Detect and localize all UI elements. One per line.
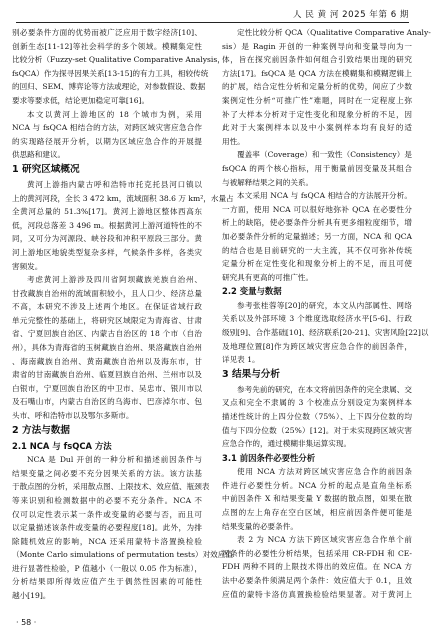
left-text-line: （Monte Carlo simulations of permutation tests）对效应值	[12, 550, 233, 560]
left-text-line: 创新生态[11-12]等社会科学的多个领域。模糊集定性	[12, 41, 202, 51]
right-text-line: 定量分析在定性变化和现象分析上的不足，而且可使	[222, 259, 412, 269]
right-text-line: 因条件的必要性分析结果，包括采用 CR-FDH 和 CE-	[222, 548, 412, 558]
left-text-line: 考虑黄河上游涉及四川省阿坝藏族羌族自治州、	[27, 275, 202, 285]
left-text-line: 头市、呼和浩特市以及鄂尔多斯市。	[12, 411, 134, 421]
right-text-line: 法中必要条件须满足两个条件：效应值大于 0.1，且效	[222, 575, 412, 585]
right-text-line: 应急合作的，通过模糊非集运算实现。	[222, 439, 352, 449]
left-text-line: 及石嘴山市，内蒙古自治区的乌海市、巴彦淖尔市、包	[12, 397, 202, 407]
right-text-line: 与被解释结果之间的关系。	[222, 177, 314, 187]
left-text-line: NCA 与 fsQCA 相结合的方法，对跨区域灾害应急合作	[12, 123, 202, 133]
left-text-line: 全黄河总量的 51.3%[17]。黄河上游地区整体西高东	[12, 207, 202, 217]
left-text-line: 不高，本研究不涉及上述两个地区。在保证省域行政	[12, 302, 202, 312]
right-section-heading: 3 结果与分析	[222, 368, 280, 380]
left-text-line: 甘孜藏族自治州的流域面积较小，且人口少、经济总量	[12, 288, 202, 298]
left-text-line: 供思路和建议。	[12, 150, 66, 160]
left-text-line: NCA 是 Dul 开创的一种分析和描述前因条件与	[27, 455, 202, 465]
right-text-line: 点图的左上角存在空白区域，相应前因条件便可能是	[222, 508, 412, 517]
left-text-line: 结果变量之间必要不充分因果关系的方法。该方法基	[12, 468, 202, 478]
right-text-line: 的结合也是目前研究的一大主流，其不仅可弥补传统	[222, 245, 412, 255]
journal-title: 人 民 黄 河 2025 年第 6 期	[292, 10, 409, 20]
right-text-line: 加必要条件分析的定量描述；另一方面，NCA 和 QCA	[222, 231, 412, 241]
left-text-line: 低，河段总落差 3 496 m。根据黄河上游河道特性的不	[12, 220, 202, 230]
right-text-line: 参考张桂蓉等[20]的研究，本文从内部属性、网络	[237, 300, 412, 310]
right-text-line: 此对于大案例样本以及中小案例样本均有良好的适	[222, 123, 412, 133]
left-section-heading: 2 方法与数据	[12, 424, 70, 436]
right-text-line: 详见表 1。	[222, 355, 260, 365]
right-subsection-heading: 2.2 变量与数据	[222, 286, 282, 297]
header-rule	[16, 22, 409, 23]
right-text-line: 一方面，使用 NCA 可以很好地弥补 QCA 在必要性分	[222, 204, 412, 214]
right-text-line: 案例定性分析“可推广性”难题，同时在一定程度上弥	[222, 95, 412, 105]
left-text-line: 的回归、SEM、博弈论等方法或理论，对参数假设、数据	[12, 82, 206, 92]
left-text-line: 除随机效应的影响，NCA 还采用蒙特卡洛置换检验	[12, 536, 202, 546]
left-text-line: 、海南藏族自治州、黄南藏族自治州以及海东市，甘	[12, 356, 202, 366]
right-text-line: sis）是 Ragin 开创的一种案例导向和变量导向为一	[222, 41, 412, 51]
right-text-line: 及地理位置[8]作为跨区域灾害应急合作的前因条件，	[222, 341, 412, 351]
right-text-line: 用性。	[222, 136, 245, 146]
left-text-line: 肃省的甘南藏族自治州、临夏回族自治州、兰州市以及	[12, 370, 202, 380]
left-section-heading: 1 研究区域概况	[12, 163, 80, 175]
right-text-line: 级别[9]、合作基础[10]、经济联系[20-21]、灾害风险[22]以	[222, 327, 429, 337]
left-text-line: 同，又可分为河源段、峡谷段和冲积平原段三部分。黄	[12, 234, 202, 244]
left-text-line: 省、宁夏回族自治区、内蒙古自治区的 18 个市（自治	[12, 329, 202, 339]
left-text-line: 越小[19]。	[12, 591, 51, 601]
right-text-line: 本文采用 NCA 与 fsQCA 相结合的方法展开分析。	[237, 191, 412, 201]
left-text-line: 河上游地区地貌类型复杂多样，气候条件多样，各类灾	[12, 247, 202, 257]
right-text-line: 使用 NCA 方法对跨区域灾害应急合作的前因条	[237, 467, 412, 477]
left-text-line: 分析结果即所得效应值产生于偶然性因素的可能性	[12, 577, 202, 587]
right-text-line: 体，旨在探究前因条件如何组合引致结果出现的研究	[222, 55, 412, 65]
left-text-line: 单元完整性的基础上，将研究区域限定为青海省、甘肃	[12, 315, 202, 325]
right-text-line: 定性比较分析 QCA（Qualitative Comparative Analy-	[237, 28, 431, 37]
left-text-line: fsQCA）作为探寻因果关系[13-15]的有力工具，相较传统	[12, 68, 209, 78]
right-text-line: 中前因条件 X 和结果变量 Y 数据的散点图，如果在散	[222, 494, 412, 504]
left-text-line: 进行显著性检验，P 值越小（一般以 0.05 作为标准），	[12, 563, 202, 573]
right-text-line: 叉点和完全不隶属的 3 个校准点分别设定为案例样本	[222, 398, 412, 408]
right-text-line: 析上的缺陷，使必要条件分析具有更多细粒度细节，增	[222, 218, 412, 228]
right-text-line: 结果变量的必要条件。	[222, 521, 298, 531]
right-subsection-heading: 3.1 前因条件必要性分析	[222, 452, 316, 463]
left-text-line: 的实现路径展开分析，以期为区域应急合作的开展提	[12, 136, 202, 146]
right-text-line: 件进行必要性分析。NCA 分析的起点是直角坐标系	[222, 480, 412, 490]
right-text-line: 描述性统计的上四分位数（75%）、上下四分位数的均	[222, 411, 412, 421]
right-text-line: 关系以及外部环境 3 个维度选取经济水平[5-6]、行政	[222, 314, 412, 324]
right-text-line: fsQCA 的两个核心指标，用于衡量前因变量及其组合	[222, 163, 412, 173]
left-text-line: 比较分析（Fuzzy-set Qualitative Comparative Analysis，	[12, 55, 225, 65]
right-text-line: 值与下四分位数（25%）[12]。对于未实现跨区域灾害	[222, 425, 412, 435]
right-text-line: 参考先前的研究，在本文将前因条件的完全隶属、交	[237, 384, 412, 394]
left-text-line: 本文以黄河上游地区的 18 个城市为例，采用	[27, 109, 202, 119]
right-text-line: 的扩展，结合定性分析和定量分析的优势，间应了少数	[222, 82, 412, 92]
page-number: · 58 ·	[16, 618, 37, 627]
right-text-line: 覆盖率（Coverage）和一致性（Consistency）是	[237, 150, 412, 160]
right-text-line: 方法[17]。fsQCA 是 QCA 方法在模糊集和模糊逻辑上	[222, 68, 412, 78]
right-column	[222, 26, 431, 616]
left-text-line: 上的黄河河段，全长 3 472 km，流域面积 38.6 万 km²，水量占	[12, 193, 234, 203]
right-text-line: 表 2 为 NCA 方法下跨区域灾害应急合作单个前	[237, 535, 412, 545]
left-text-line: 于散点图的分析，采用散点图、上限技术、效应值、瓶颈表	[12, 482, 210, 492]
left-text-line: 别必要条件方面的优势而被广泛应用于数字经济[10]、	[12, 28, 202, 37]
left-text-line: 仅可以定性表示某一条件或变量的必要与否，而且可	[12, 509, 202, 519]
right-text-line: 研究具有更高的可推广性。	[222, 272, 314, 282]
left-text-line: 白银市，宁夏回族自治区的中卫市、吴忠市、银川市以	[12, 383, 202, 393]
left-text-line: 害频发。	[12, 261, 43, 271]
right-text-line: 补了大样本分析对于定性变化和现象分析的不足，因	[222, 109, 412, 119]
left-subsection-heading: 2.1 NCA 与 fsQCA 方法	[12, 440, 112, 451]
left-text-line: 等来识别和检测数据中的必要不充分条件。NCA 不	[12, 495, 202, 505]
right-text-line: 应值的蒙特卡洛仿真置换检验结果显著。对于黄河上	[222, 589, 412, 599]
left-text-line: 黄河上游指内蒙古呼和浩特市托克托县河口镇以	[27, 179, 202, 189]
left-text-line: 要求等要求低，结论更加稳定可靠[16]。	[12, 95, 150, 105]
right-text-line: FDH 两种不同的上限技术得出的效应值。在 NCA 方	[222, 562, 412, 572]
page-header	[16, 5, 409, 21]
left-text-line: 以定量描述该条件或变量的必要程度[18]。此外，为排	[12, 523, 202, 533]
left-text-line: 州），具体为青海省的玉树藏族自治州、果洛藏族自治州	[12, 343, 202, 353]
